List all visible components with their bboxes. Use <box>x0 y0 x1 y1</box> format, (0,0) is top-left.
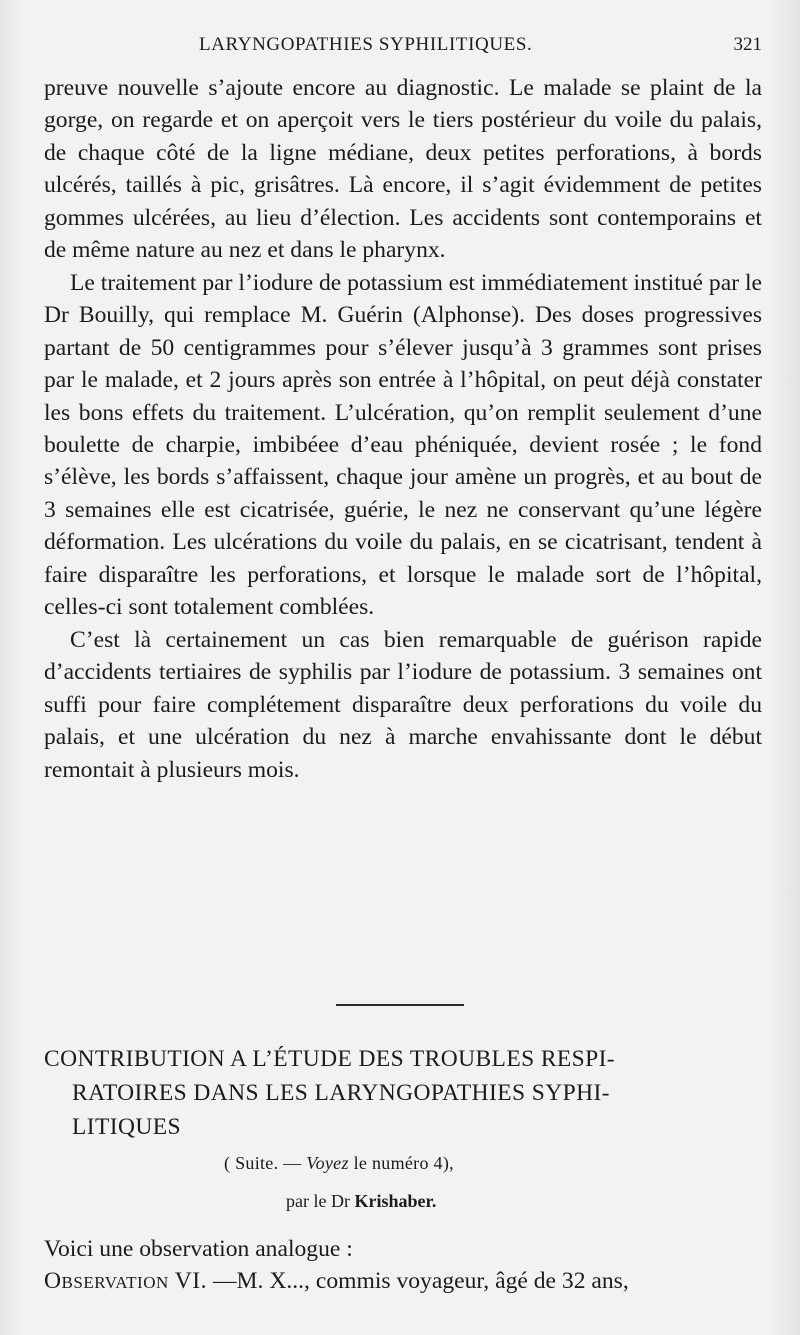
continuation-suffix: le numéro 4), <box>348 1153 454 1173</box>
paragraph-2: Le traitement par l’iodure de potassium est immédiatement institué par le Dr Bouilly, qui remplace M. Guérin (Alphonse). Des doses progressives partant de 50 centigrammes pour s’élever jusqu’à 3 grammes sont prises par le malade, et 2 jours après son entrée à l’hôpital, on peut déjà constater les bons effets du traitement. L’ulcération, qu’on remplit seulement d’une boulette de charpie, imbibéee d’eau phéniquée, devient rosée ; le fond s’élève, les bords s’affaissent, chaque jour amène un progrès, et au bout de 3 semaines elle est cicatrisée, guérie, le nez ne conservant qu’une légère déformation. Les ulcérations du voile du palais, en se cicatrisant, tendent à faire disparaître les perforations, et lorsque le malade sort de l’hôpital, celles-ci sont totalement comblées. <box>44 269 762 621</box>
byline-prefix: par le Dr <box>286 1191 355 1211</box>
observation-label: Observation VI. <box>44 1268 208 1295</box>
continuation-prefix: ( Suite. — <box>224 1153 307 1173</box>
byline-author: Krishaber. <box>354 1191 437 1211</box>
section-title-line-1: CONTRIBUTION A L’ÉTUDE DES TROUBLES RESPI- <box>44 1046 616 1072</box>
paragraph-3: C’est là certainement un cas bien remarquable de guérison rapide d’accidents tertiaires de syphilis par l’iodure de potassium. 3 semaines ont suffi pour faire complétement disparaître deux perforations du voile du palais, et une ulcération du nez à marche envahissante dont le début remontait à plusieurs mois. <box>44 626 762 783</box>
author-byline <box>286 1191 436 1212</box>
observation-start <box>44 1233 762 1298</box>
observation-line <box>44 1265 762 1297</box>
observation-intro: Voici une observation analogue : <box>44 1236 353 1262</box>
continuation-note <box>224 1153 454 1174</box>
section-title-line-3: LITIQUES <box>72 1114 181 1140</box>
section-title <box>44 1042 762 1144</box>
paragraph-1: preuve nouvelle s’ajoute encore au diagnostic. Le malade se plaint de la gorge, on regarde et on aperçoit vers le tiers postérieur du voile du palais, de chaque côté de la ligne médiane, deux petites perforations, à bords ulcérés, taillés à pic, grisâtres. Là encore, il s’agit évidemment de petites gommes ulcérées, au lieu d’élection. Les accidents sont contemporains et de même nature au nez et dans le pharynx. <box>44 75 762 264</box>
body-text <box>44 72 762 786</box>
section-divider <box>336 1004 464 1006</box>
continuation-italic: Voyez <box>306 1153 349 1173</box>
section-title-line-2: RATOIRES DANS LES LARYNGOPATHIES SYPHI- <box>72 1080 610 1106</box>
running-head <box>44 34 762 64</box>
running-title: LARYNGOPATHIES SYPHILITIQUES. <box>199 34 533 55</box>
page-number: 321 <box>733 34 762 55</box>
observation-text: —M. X..., commis voyageur, âgé de 32 ans, <box>207 1268 629 1295</box>
